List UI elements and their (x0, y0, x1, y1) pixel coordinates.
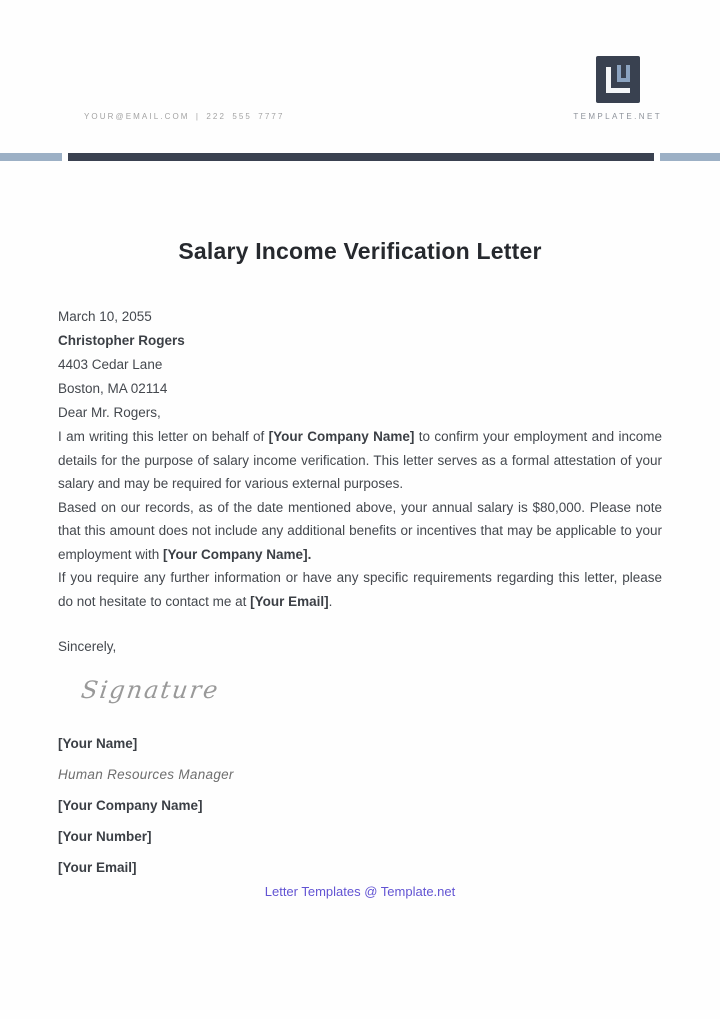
template-net-link[interactable]: Letter Templates @ Template.net (264, 884, 456, 899)
header-divider (0, 153, 720, 161)
recipient-address1: 4403 Cedar Lane (58, 357, 163, 372)
paragraph-1 (58, 425, 662, 496)
recipient-name: Christopher Rogers (58, 333, 185, 348)
templatenet-logo-icon (596, 56, 640, 103)
contact-info: YOUR@EMAIL.COM | 222 555 7777 (84, 112, 285, 121)
company-name-placeholder: [Your Company Name] (268, 429, 415, 444)
signature-script: Signature (79, 676, 222, 704)
letterhead (0, 0, 720, 122)
brand-name: TEMPLATE.NET (573, 112, 662, 121)
email-placeholder: [Your Email] (250, 593, 329, 609)
divider-navy (68, 153, 654, 161)
page-footer (0, 883, 720, 901)
letter-body (58, 305, 662, 875)
company-name-placeholder: [Your Company Name]. (163, 546, 312, 562)
paragraph-1-text: to confirm your employment and income details for the purpose of salary income verification. This letter serves as a formal attestation of your salary and may be required for various external purposes. (58, 429, 662, 491)
paragraph-1-text: I am writing this letter on behalf of (58, 429, 269, 444)
divider-blue-right (660, 153, 720, 161)
sender-email-placeholder: [Your Email] (58, 860, 137, 875)
paragraph-2 (58, 496, 662, 567)
signature-block (58, 737, 662, 875)
sender-role: Human Resources Manager (58, 767, 234, 782)
paragraph-3-text: If you require any further information or have any specific requirements regarding this letter, please do not hesitate to contact me at (58, 570, 662, 609)
brand-block (573, 56, 662, 122)
divider-blue-left (0, 153, 62, 161)
page-title: Salary Income Verification Letter (178, 238, 542, 264)
letter-date: March 10, 2055 (58, 309, 152, 324)
closing-salutation: Sincerely, (58, 639, 117, 654)
recipient-address2: Boston, MA 02114 (58, 381, 168, 396)
paragraph-3 (58, 566, 662, 613)
paragraph-2-text: Based on our records, as of the date mentioned above, your annual salary is $80,000. Please note that this amount does not include any additional benefits or incentives that may be applicable to your employment with (58, 499, 662, 562)
sender-number-placeholder: [Your Number] (58, 829, 152, 844)
salutation: Dear Mr. Rogers, (58, 405, 161, 420)
sender-name-placeholder: [Your Name] (58, 736, 138, 751)
paragraph-3-text: . (328, 593, 333, 609)
sender-company-placeholder: [Your Company Name] (58, 798, 203, 813)
